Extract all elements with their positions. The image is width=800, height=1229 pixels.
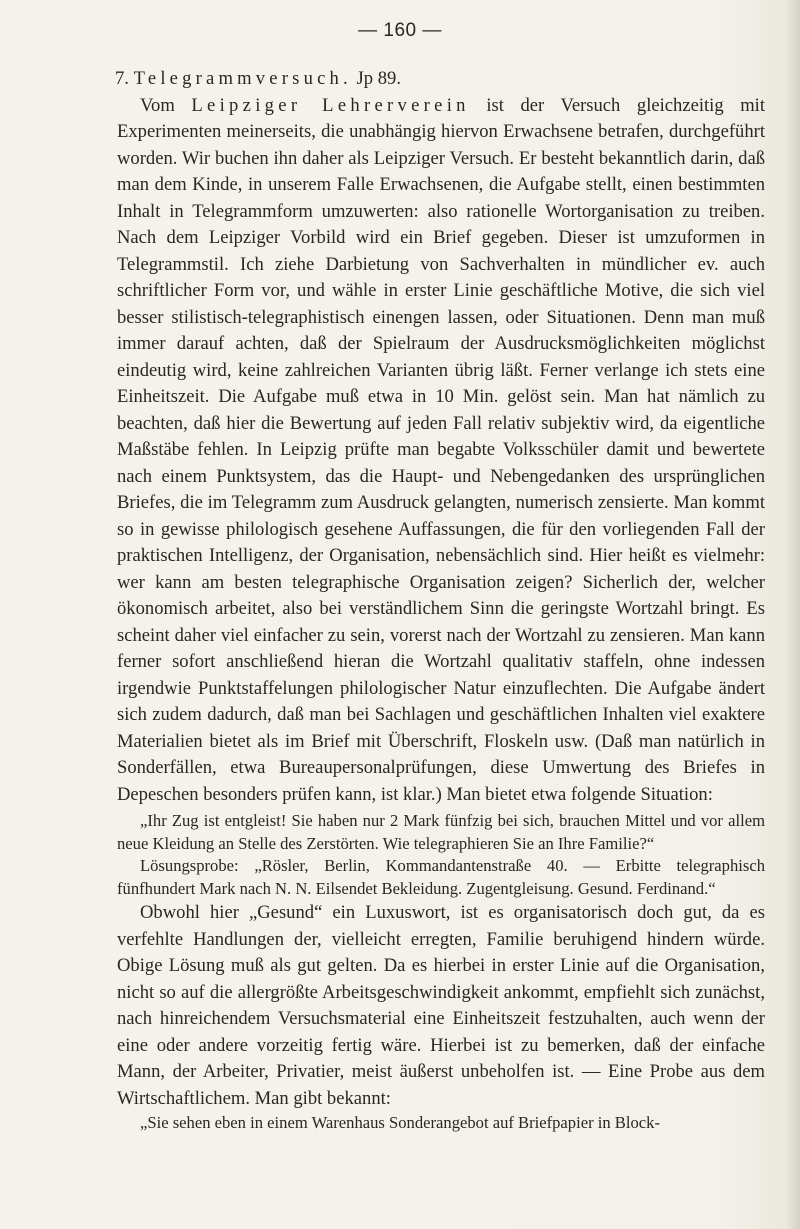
intro-text: ist der Versuch gleichzeitig mit Experimenten meinerseits, die unabhängig hiervon Erwachsene betrafen, durchgeführt worden. Wir buchen ihn daher als Leipziger Versuch. Er besteht bekanntlich darin, daß man dem Kinde, in unserem Falle Erwachsenen, die Aufgabe stellt, einen bestimmten Inhalt in Telegrammform umzuwerten: also rationelle Wortorganisation zu treiben. Nach dem Leipziger Vorbild wird ein Brief gegeben. Dieser ist umzuformen in Telegrammstil. Ich ziehe Darbietung von Sachverhalten in mündlicher ev. auch schriftlicher Form vor, und wähle in erster Linie geschäftliche Motive, die sich viel besser stilistisch-telegraphistisch einengen lassen, oder Situationen. Denn man muß immer darauf achten, daß der Spielraum der Ausdrucksmöglichkeiten möglichst eindeutig wird, keine zahlreichen Varianten übrig läßt. Ferner verlange ich stets eine Einheitszeit. Die Aufgabe muß etwa in 10 Min. gelöst sein. Man hat nämlich zu beachten, daß hier die Bewertung auf jeden Fall relativ subjektiv wird, da eigentliche Maßstäbe fehlen. In Leipzig prüfte man begabte Volksschüler damit und bewertete nach einem Punktsystem, das die Haupt- und Nebengedanken des ursprünglichen Briefes, die im Telegramm zum Ausdruck gelangten, numerisch zensierte. Man kommt so in gewisse philologisch gesehene Auffassungen, die für den vorliegenden Fall der praktischen Intelligenz, der Organisation, nebensächlich sind. Hier heißt es vielmehr: wer kann am besten telegraphische Organisation zeigen? Sicherlich der, welcher ökonomisch arbeitet, also bei verständlichem Sinn die geringste Wortzahl bringt. Es scheint daher viel einfacher zu sein, vorerst nach der Wortzahl zu zensieren. Man kann ferner sofort anschließend hieran die Wortzahl qualitativ staffeln, ohne indessen irgendwie Punktstaffelungen philologischer Natur einzuflechten. Die Aufgabe ändert sich zudem dadurch, daß man bei Sachlagen und geschäftlichen Inhalten viel exaktere Materialien bietet als im Brief mit Überschrift, Floskeln usw. (Daß man natürlich in Sonderfällen, etwa Bureaupersonalprüfungen, diese Umwertung des Briefes in Depeschen besonders prüfen kann, ist klar.) Man bietet etwa folgende Situation: (117, 94, 766, 805)
page-number-header: — 160 — (358, 20, 442, 41)
page-body (117, 66, 765, 1135)
intro-lead-spaced: Leipziger Lehrerverein (191, 94, 470, 116)
section-title: Telegrammversuch. (133, 68, 352, 89)
intro-lead: Vom (140, 94, 175, 116)
example-situation: „Ihr Zug ist entgleist! Sie haben nur 2 Mark fünfzig bei sich, brauchen Mittel und vor allem neue Kleidung an Stelle des Zerstörten. Wie telegraphieren Sie an Ihre Familie?“ (117, 811, 765, 853)
discussion-paragraph: Obwohl hier „Gesund“ ein Luxuswort, ist es organisatorisch doch gut, da es verfehlte Handlungen der, vielleicht erregten, Familie beruhigend hindern würde. Obige Lösung muß als gut gelten. Da es hierbei in erster Linie auf die Organisation, nicht so auf die allergrößte Arbeitsgeschwindigkeit ankommt, empfiehlt sich zunächst, nach hinreichendem Versuchsmaterial eine Einheitszeit festzuhalten, auch wenn der eine oder andere vorzeitig fertig wäre. Hierbei ist zu bemerken, daß der einfache Mann, der Arbeiter, Privatier, meist äußerst unbeholfen ist. — Eine Probe aus dem Wirtschaftlichem. Man gibt bekannt: (117, 902, 765, 1109)
intro-paragraph (117, 93, 765, 809)
section-number: 7. (115, 68, 129, 89)
section-reference: Jp 89. (356, 68, 401, 89)
section-heading (117, 66, 765, 93)
next-example: „Sie sehen eben in einem Warenhaus Sonderangebot auf Briefpapier in Block- (140, 1113, 660, 1132)
page-edge-shadow (786, 0, 800, 1229)
example-solution: Lösungsprobe: „Rösler, Berlin, Kommandantenstraße 40. — Erbitte telegraphisch fünfhundert Mark nach N. N. Eilsendet Bekleidung. Zugentgleisung. Gesund. Ferdinand.“ (117, 856, 765, 898)
